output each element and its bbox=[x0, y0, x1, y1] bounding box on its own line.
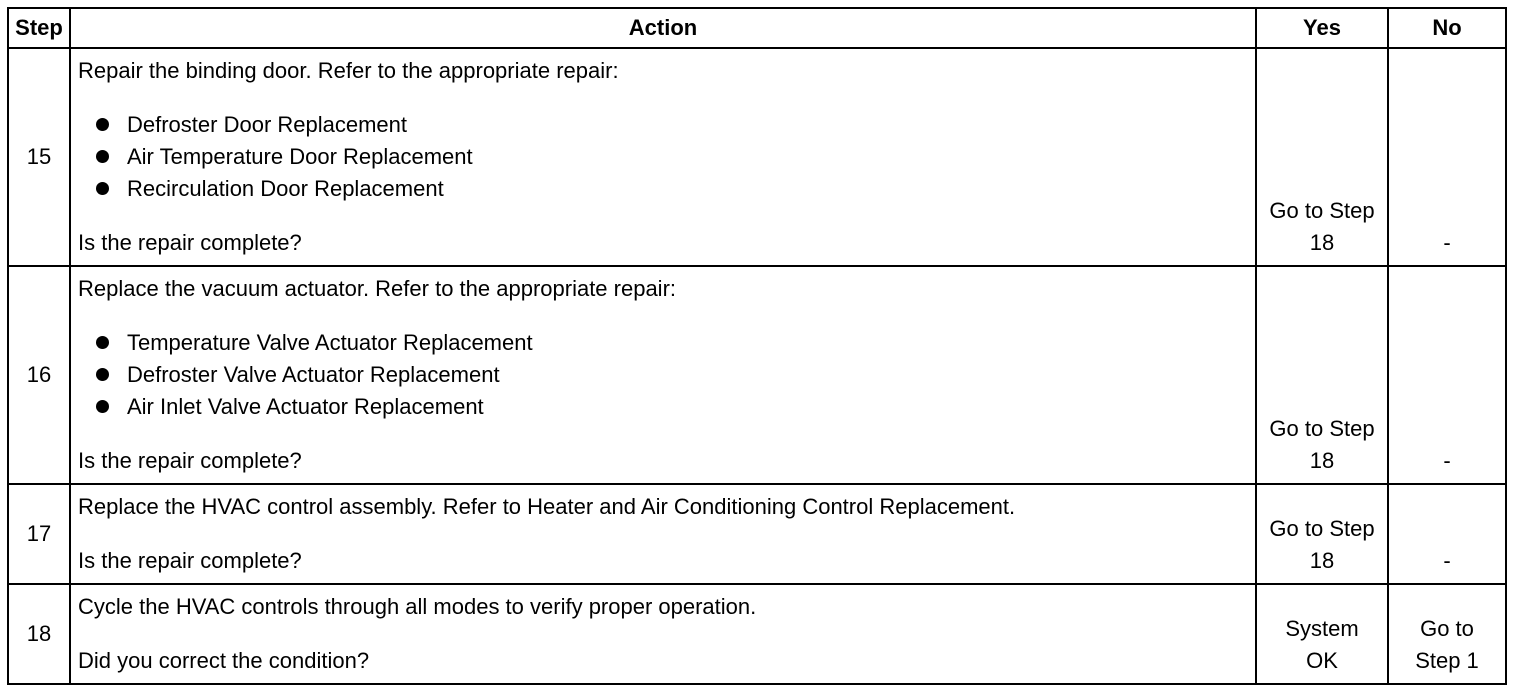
list-item bbox=[96, 327, 1249, 359]
yes-line: Go to Step bbox=[1269, 416, 1375, 441]
no-line: - bbox=[1443, 230, 1451, 255]
action-question: Is the repair complete? bbox=[78, 448, 302, 473]
table-row bbox=[8, 484, 1506, 584]
yes-line: Go to Step bbox=[1269, 198, 1375, 223]
action-question: Did you correct the condition? bbox=[78, 648, 370, 673]
yes-line: 18 bbox=[1309, 448, 1335, 473]
no-cell bbox=[1388, 584, 1506, 684]
yes-line: System bbox=[1285, 616, 1359, 641]
no-cell bbox=[1388, 484, 1506, 584]
list-item-label: Air Temperature Door Replacement bbox=[127, 144, 473, 169]
yes-cell bbox=[1256, 484, 1388, 584]
table-row bbox=[8, 584, 1506, 684]
bullet-icon bbox=[96, 182, 109, 195]
bullet-icon bbox=[96, 150, 109, 163]
action-question: Is the repair complete? bbox=[78, 230, 302, 255]
action-question: Is the repair complete? bbox=[78, 548, 302, 573]
list-item bbox=[96, 109, 1249, 141]
yes-line: 18 bbox=[1309, 230, 1335, 255]
step-number: 17 bbox=[8, 484, 70, 584]
repair-list bbox=[78, 327, 1249, 423]
action-intro: Replace the vacuum actuator. Refer to the appropriate repair: bbox=[78, 276, 677, 301]
list-item bbox=[96, 141, 1249, 173]
list-item-label: Defroster Valve Actuator Replacement bbox=[127, 362, 500, 387]
header-row bbox=[8, 8, 1506, 48]
bullet-icon bbox=[96, 400, 109, 413]
table-row bbox=[8, 266, 1506, 484]
step-number: 15 bbox=[8, 48, 70, 266]
header-yes: Yes bbox=[1256, 8, 1388, 48]
action-cell bbox=[70, 484, 1256, 584]
no-cell bbox=[1388, 266, 1506, 484]
repair-list bbox=[78, 109, 1249, 205]
list-item-label: Air Inlet Valve Actuator Replacement bbox=[127, 394, 484, 419]
header-action: Action bbox=[70, 8, 1256, 48]
action-intro: Replace the HVAC control assembly. Refer to Heater and Air Conditioning Control Replacement. bbox=[78, 494, 1016, 519]
header-no: No bbox=[1388, 8, 1506, 48]
yes-cell bbox=[1256, 48, 1388, 266]
list-item-label: Temperature Valve Actuator Replacement bbox=[127, 330, 533, 355]
yes-line: OK bbox=[1306, 648, 1338, 673]
yes-line: Go to Step bbox=[1269, 516, 1375, 541]
no-line: - bbox=[1443, 448, 1451, 473]
bullet-icon bbox=[96, 368, 109, 381]
step-number: 16 bbox=[8, 266, 70, 484]
header-step: Step bbox=[8, 8, 70, 48]
yes-cell bbox=[1256, 584, 1388, 684]
list-item-label: Recirculation Door Replacement bbox=[127, 176, 444, 201]
action-intro: Cycle the HVAC controls through all modes to verify proper operation. bbox=[78, 594, 757, 619]
no-cell bbox=[1388, 48, 1506, 266]
action-cell bbox=[70, 48, 1256, 266]
list-item bbox=[96, 391, 1249, 423]
list-item bbox=[96, 173, 1249, 205]
action-intro: Repair the binding door. Refer to the appropriate repair: bbox=[78, 58, 619, 83]
bullet-icon bbox=[96, 336, 109, 349]
no-line: Step 1 bbox=[1415, 648, 1479, 673]
action-cell bbox=[70, 584, 1256, 684]
list-item-label: Defroster Door Replacement bbox=[127, 112, 408, 137]
step-number: 18 bbox=[8, 584, 70, 684]
no-line: Go to bbox=[1420, 616, 1474, 641]
action-cell bbox=[70, 266, 1256, 484]
bullet-icon bbox=[96, 118, 109, 131]
list-item bbox=[96, 359, 1249, 391]
diagnostic-table bbox=[7, 7, 1507, 685]
no-line: - bbox=[1443, 548, 1451, 573]
yes-line: 18 bbox=[1309, 548, 1335, 573]
table-row bbox=[8, 48, 1506, 266]
diagnostic-table-container bbox=[7, 7, 1507, 685]
yes-cell bbox=[1256, 266, 1388, 484]
